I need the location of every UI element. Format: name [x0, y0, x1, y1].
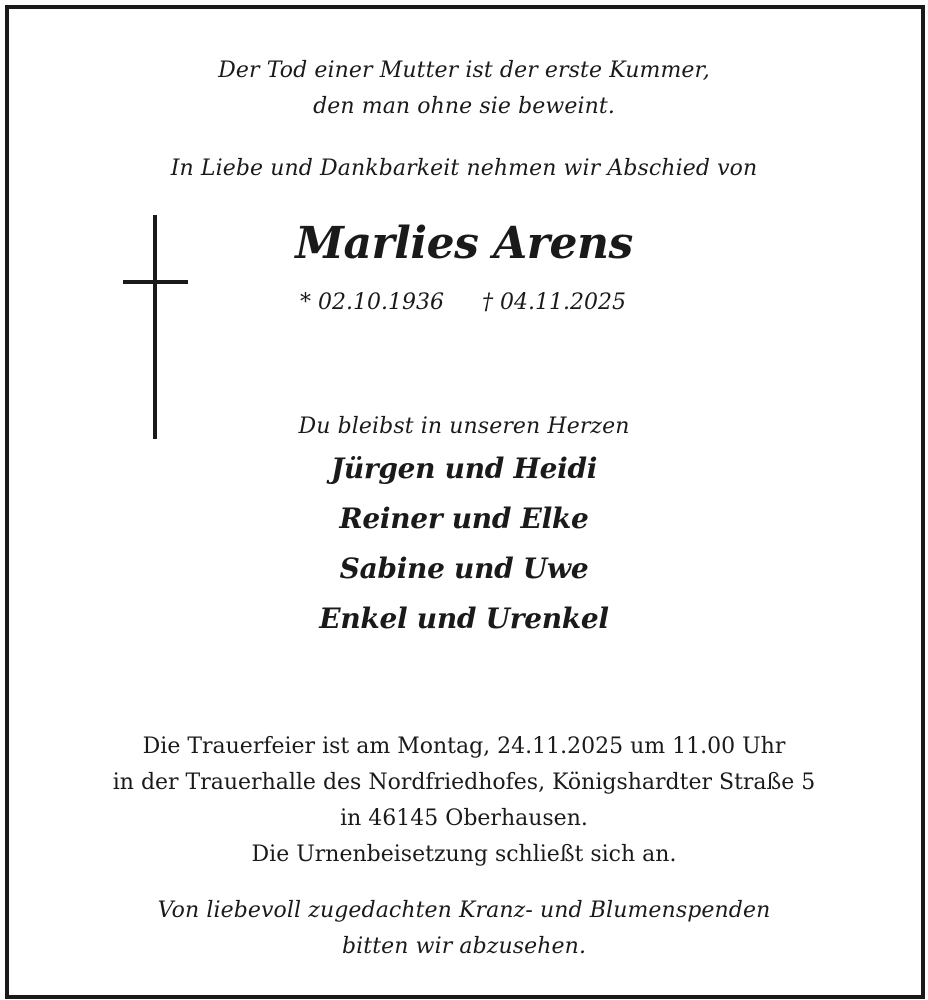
funeral-line-4: Die Urnenbeisetzung schließt sich an.	[251, 842, 677, 867]
mourner-name: Jürgen und Heidi	[330, 452, 598, 485]
intro-text: In Liebe und Dankbarkeit nehmen wir Abschied von	[170, 156, 758, 181]
funeral-line-3: in 46145 Oberhausen.	[340, 806, 588, 831]
quote-line-1: Der Tod einer Mutter ist der erste Kummer,	[218, 58, 710, 83]
quote-line-2: den man ohne sie beweint.	[313, 94, 615, 119]
donation-line-1: Von liebevoll zugedachten Kranz- und Blumenspenden	[157, 898, 771, 923]
birth-date: * 02.10.1936	[300, 290, 444, 315]
deceased-name: Marlies Arens	[295, 218, 633, 269]
donation-line-2: bitten wir abzusehen.	[341, 934, 587, 959]
remembrance-text: Du bleibst in unseren Herzen	[298, 414, 630, 439]
mourner-name: Sabine und Uwe	[339, 552, 589, 585]
funeral-line-1: Die Trauerfeier ist am Montag, 24.11.2025 um 11.00 Uhr	[142, 734, 786, 759]
death-date: † 04.11.2025	[482, 290, 626, 315]
mourner-name: Reiner und Elke	[339, 502, 589, 535]
mourner-name: Enkel und Urenkel	[319, 602, 609, 635]
cross-horizontal-bar	[123, 280, 188, 284]
funeral-line-2: in der Trauerhalle des Nordfriedhofes, Königshardter Straße 5	[112, 770, 816, 795]
